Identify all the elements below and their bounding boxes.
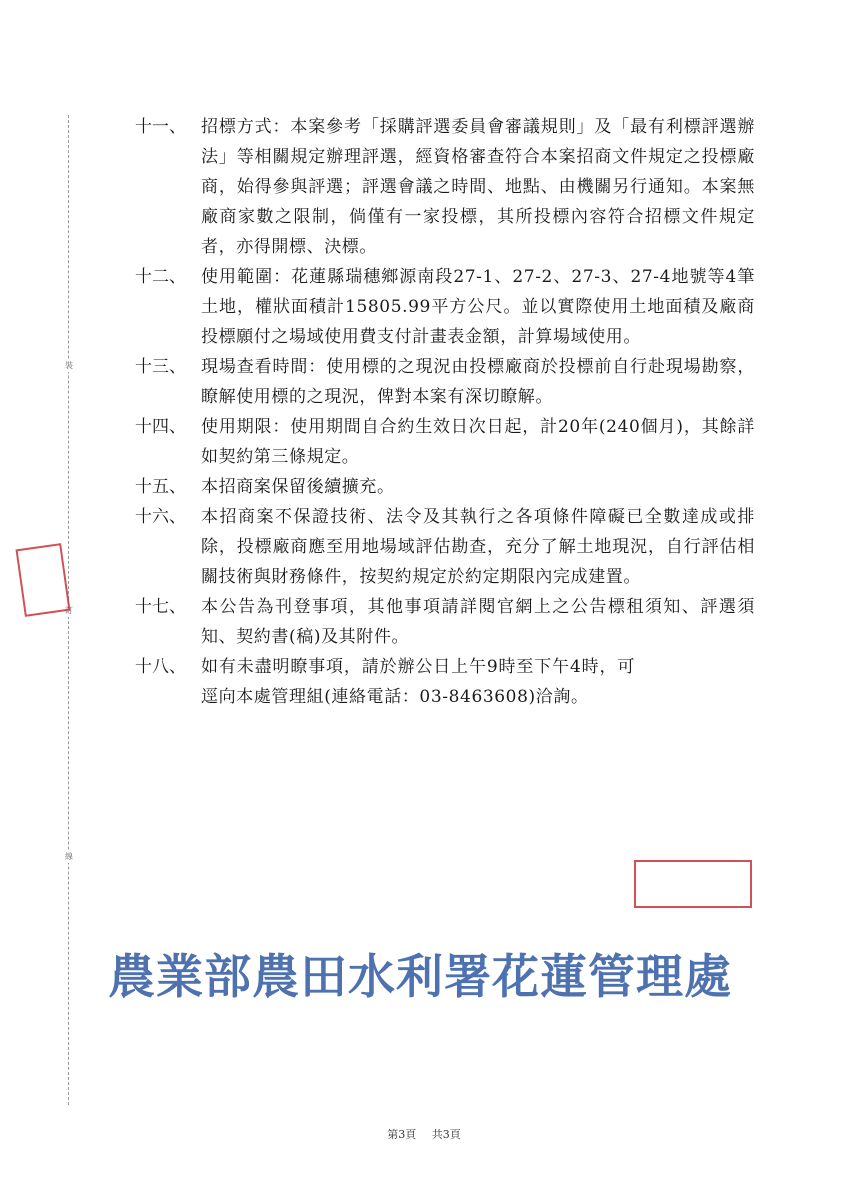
page-footer	[0, 1126, 848, 1142]
item-text: 使用期限：使用期間自合約生效日次日起，計20年(240個月)，其餘詳如契約第三條規定。	[201, 417, 755, 467]
item-number: 十五、	[135, 477, 186, 497]
binding-mark-ding: 訂	[65, 606, 73, 615]
list-item	[135, 472, 755, 502]
list-item	[135, 352, 755, 412]
page-number: 第3頁	[387, 1128, 417, 1141]
item-number: 十八、	[135, 657, 186, 677]
announcement-items	[135, 112, 755, 712]
item-number: 十六、	[135, 507, 186, 527]
item-text: 本公告為刊登事項，其他事項請詳閱官網上之公告標租須知、評選須知、契約書(稿)及其附件。	[201, 597, 755, 647]
item-text: 本招商案保留後續擴充。	[201, 477, 395, 497]
binding-mark-xian: 線	[65, 852, 73, 861]
binding-mark-zhuang: 裝	[65, 361, 73, 370]
item-number: 十三、	[135, 357, 186, 377]
item-text: 招標方式：本案參考「採購評選委員會審議規則」及「最有利標評選辦法」等相關規定辦理評選，經資格審查符合本案招商文件規定之投標廠商，始得參與評選；評選會議之時間、地點、由機關另行通知。本案無廠商家數之限制，倘僅有一家投標，其所投標內容符合招標文件規定者，亦得開標、決標。	[201, 117, 755, 257]
list-item	[135, 412, 755, 472]
item-number: 十二、	[135, 267, 186, 287]
item-text: 使用範圍：花蓮縣瑞穗鄉源南段27-1、27-2、27-3、27-4地號等4筆土地，權狀面積計15805.99平方公尺。並以實際使用土地面積及廠商投標願付之場域使用費支付計畫表金額，計算場域使用。	[201, 267, 755, 347]
official-seal-right	[634, 860, 752, 908]
item-number: 十七、	[135, 597, 186, 617]
item-text: 本招商案不保證技術、法令及其執行之各項條件障礙已全數達成或排除，投標廠商應至用地場域評估勘查，充分了解土地現況，自行評估相關技術與財務條件，按契約規定於約定期限內完成建置。	[201, 507, 755, 587]
list-item	[135, 262, 755, 352]
item-text: 如有未盡明瞭事項，請於辦公日上午9時至下午4時，可逕向本處管理組(連絡電話：03-8463608)洽詢。	[201, 657, 635, 707]
page-total: 共3頁	[431, 1128, 461, 1141]
item-text: 現場查看時間：使用標的之現況由投標廠商於投標前自行赴現場勘察，瞭解使用標的之現況，俾對本案有深切瞭解。	[201, 357, 755, 407]
item-number: 十一、	[135, 117, 186, 137]
official-seal-left	[15, 543, 70, 617]
agency-stamp: 農業部農田水利署花蓮管理處	[108, 950, 732, 1005]
item-number: 十四、	[135, 417, 186, 437]
list-item	[135, 652, 755, 712]
list-item	[135, 592, 755, 652]
list-item	[135, 112, 755, 262]
list-item	[135, 502, 755, 592]
